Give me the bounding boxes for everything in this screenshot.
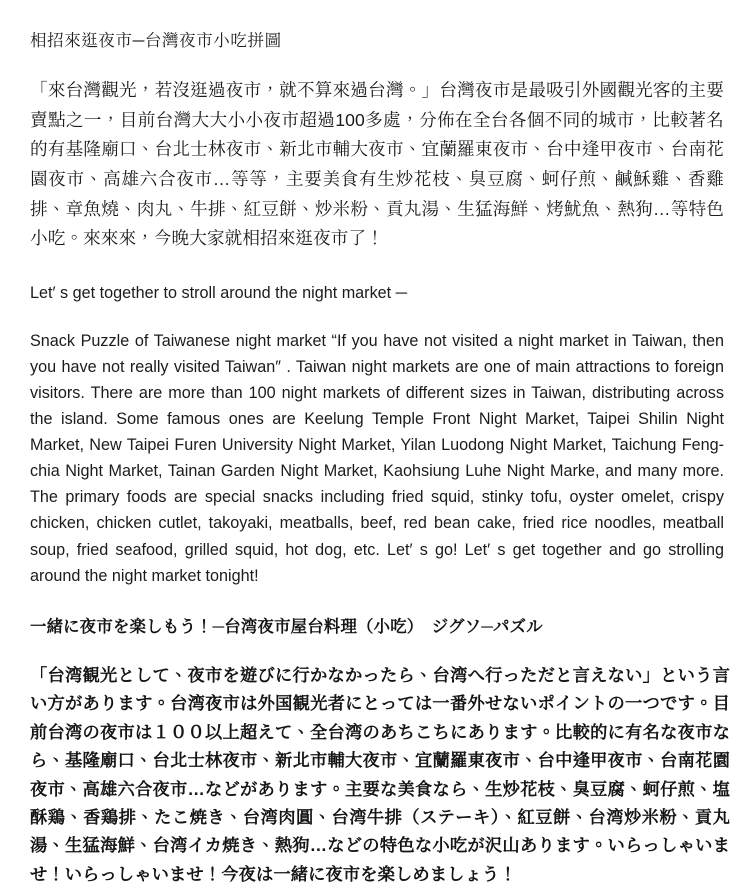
japanese-body-paragraph: 「台湾観光として、夜市を遊びに行かなかったら、台湾へ行っただと言えない」という言い方があります。台湾夜市は外国観光者にとっては一番外せないポイントの一つです。目前台湾の夜市は１００以上超えて、全台湾のあちこちにあります。比較的に有名な夜市なら、基隆廟口、台北士林夜市、新北市輔大夜市、宜蘭羅東夜市、台中逢甲夜市、台南花園夜市、高雄六合夜市…などがあります。主要な美食なら、生炒花枝、臭豆腐、蚵仔煎、塩酥鶏、香鶏排、たこ焼き、台湾肉圓、台湾牛排（ステーキ）、紅豆餅、台湾炒米粉、貢丸湯、生猛海鮮、台湾イカ焼き、熱狗…などの特色な小吃が沢山あります。いらっしゃいませ！いらっしゃいませ！今夜は一緒に夜市を楽しめましょう！: [30, 664, 730, 884]
japanese-title: 一緒に夜市を楽しもう！─台湾夜市屋台料理（小吃） ジグソ─パズル: [30, 617, 543, 636]
english-lead-line: Let′ s get together to stroll around the night market ─: [30, 283, 408, 302]
chinese-body-paragraph: 「來台灣觀光，若沒逛過夜市，就不算來過台灣。」台灣夜市是最吸引外國觀光客的主要賣點之一，目前台灣大大小小夜市超過100多處，分佈在全台各個不同的城市，比較著名的有基隆廟口、台北士林夜市、新北市輔大夜市、宜蘭羅東夜市、台中逢甲夜市、台南花園夜市、高雄六合夜市…等等，主要美食有生炒花枝、臭豆腐、蚵仔煎、鹹穌雞、香雞排、章魚燒、肉丸、牛排、紅豆餅、炒米粉、貢丸湯、生猛海鮮、烤魷魚、熱狗…等特色小吃。來來來，今晚大家就相招來逛夜市了！: [30, 80, 724, 249]
chinese-title: 相招來逛夜市─台灣夜市小吃拼圖: [30, 32, 282, 50]
english-body-paragraph: Snack Puzzle of Taiwanese night market “If you have not visited a night market in Taiwan, then you have not really visited Taiwan″ . Taiwan night markets are one of main attractions to foreign visitors. There are more than 100 night markets of different sizes in Taiwan, distributing across the island. Some famous ones are Keelung Temple Front Night Market, Taipei Shilin Night Market, New Taipei Furen University Night Market, Yilan Luodong Night Market, Taichung Feng-chia Night Market, Tainan Garden Night Market, Kaohsiung Luhe Night Marke, and many more. The primary foods are special snacks including fried squid, stinky tofu, oyster omelet, crispy chicken, chicken cutlet, takoyaki, meatballs, beef, red bean cake, fried rice noodles, meatball soup, fried seafood, grilled squid, hot dog, etc. Let′ s go! Let′ s get together and go strolling around the night market tonight!: [30, 331, 724, 585]
